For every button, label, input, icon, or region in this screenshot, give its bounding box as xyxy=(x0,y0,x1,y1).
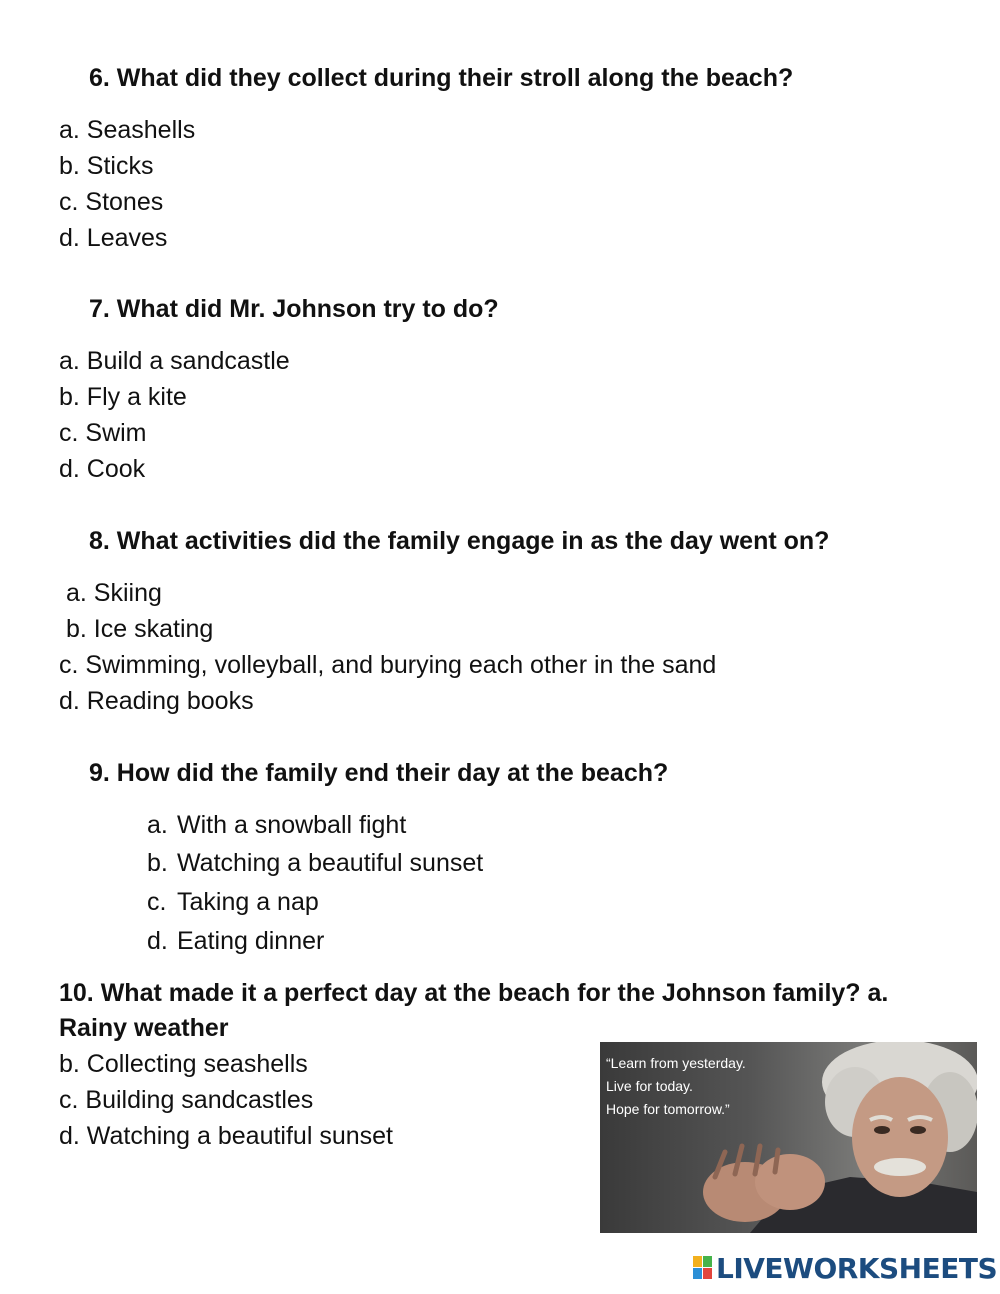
quote-photo xyxy=(600,1042,977,1233)
q8-option-a: a. Skiing xyxy=(66,579,162,607)
q8-option-c: c. Swimming, volleyball, and burying each other in the sand xyxy=(59,651,717,679)
q9-option-c: c. Taking a nap xyxy=(147,888,319,916)
quote-text: “Learn from yesterday. Live for today. Hope for tomorrow.” xyxy=(606,1055,746,1117)
question-8: 8. What activities did the family engage in as the day went on? xyxy=(89,527,830,555)
q6-option-c: c. Stones xyxy=(59,188,164,216)
q10-option-c: c. Building sandcastles xyxy=(59,1086,314,1114)
q7-option-a: a. Build a sandcastle xyxy=(59,347,290,375)
q10-option-b: b. Collecting seashells xyxy=(59,1050,308,1078)
q8-option-d: d. Reading books xyxy=(59,687,254,715)
q7-option-d: d. Cook xyxy=(59,455,146,483)
logo-blocks-icon xyxy=(693,1256,713,1280)
q9-option-d: d. Eating dinner xyxy=(147,927,325,955)
q6-option-d: d. Leaves xyxy=(59,224,168,252)
q6-option-a: a. Seashells xyxy=(59,116,196,144)
q7-option-c: c. Swim xyxy=(59,419,147,447)
question-9: 9. How did the family end their day at the beach? xyxy=(89,759,669,787)
q9-option-b: b. Watching a beautiful sunset xyxy=(147,849,484,877)
q7-option-b: b. Fly a kite xyxy=(59,383,187,411)
question-7: 7. What did Mr. Johnson try to do? xyxy=(89,295,499,323)
q8-option-b: b. Ice skating xyxy=(66,615,214,643)
question-10-line-1: 10. What made it a perfect day at the beach for the Johnson family? a. xyxy=(59,979,889,1007)
q10-option-d: d. Watching a beautiful sunset xyxy=(59,1122,393,1150)
q9-option-a: a. With a snowball fight xyxy=(147,811,407,839)
q6-option-b: b. Sticks xyxy=(59,152,154,180)
logo-text: LIVEWORKSHEETS xyxy=(716,1251,998,1285)
question-10-line-2: Rainy weather xyxy=(59,1014,229,1042)
question-6: 6. What did they collect during their stroll along the beach? xyxy=(89,64,794,92)
liveworksheets-logo xyxy=(693,1252,997,1284)
